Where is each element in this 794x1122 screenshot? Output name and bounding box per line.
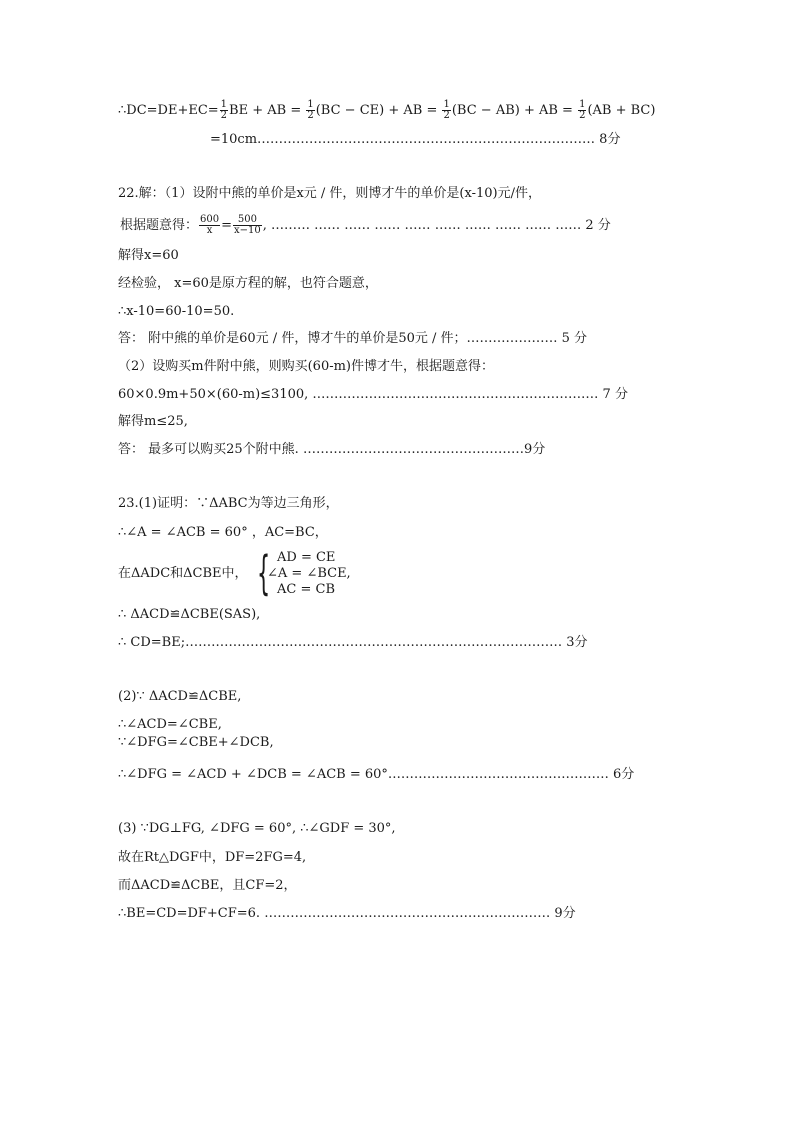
q22-line-9: 解得m≤25, [118,414,188,429]
fraction-half-2: $\frac{1}{2}$ [307,99,314,121]
q22-line-6: 答： 附中熊的单价是60元 / 件，博才牛的单价是50元 / 件；………………… 5 分 [118,331,588,346]
top-line-1 [118,100,655,121]
q22-line-7: （2）设购买m件附中熊，则购买(60-m)件博才牛，根据题意得： [118,359,495,374]
q23-line-8: ∵∠DFG=∠CBE+∠DCB, [118,735,274,750]
q23-line-4: ∴ ΔACD≌ΔCBE(SAS), [118,607,261,622]
system-row-1: AD = CE [277,550,336,565]
q23-line-6: (2)∵ ΔACD≌ΔCBE, [118,689,242,704]
system-row-2: ∠A = ∠BCE, [267,566,351,581]
q22-line-2-prefix: 根据题意得： [120,218,199,233]
top-line-1-prefix: ∴DC=DE+EC= [118,103,219,118]
q23-line-7: ∴∠ACD=∠CBE, [118,717,222,732]
q23-line-10: (3) ∵DG⊥FG, ∠DFG = 60°, ∴∠GDF = 30°, [118,821,396,836]
fraction-half-1: $\frac{1}{2}$ [220,99,228,121]
q23-line-5: ∴ CD=BE;…………………………………………………………………………… 3分 [118,635,588,650]
top-term-4: (AB + BC) [587,103,656,118]
q23-line-3: 在ΔADC和ΔCBE中， [118,566,248,581]
fraction-half-4: $\frac{1}{2}$ [579,99,586,121]
fraction-500-over-x-minus-10: $\frac{500}{x-10}$ [234,214,261,236]
q22-line-2 [120,215,611,236]
q23-line-2: ∴∠A = ∠ACB = 60° ，AC=BC， [118,525,328,540]
q23-line-11: 故在Rt△DGF中，DF=2FG=4, [118,850,307,865]
top-term-1: BE + AB = [229,103,306,118]
q22-line-1: 22.解：（1）设附中熊的单价是x元 / 件，则博才牛的单价是(x-10)元/件， [118,186,541,201]
top-line-2: =10cm…………………………………………………………………… 8分 [210,132,621,147]
q22-line-4: 经检验， x=60是原方程的解，也符合题意， [118,276,378,291]
equals-sign: = [221,218,233,233]
system-row-3: AC = CB [277,582,335,597]
fraction-half-3: $\frac{1}{2}$ [443,99,450,121]
q23-line-1: 23.(1)证明：∵ΔABC为等边三角形， [118,496,339,511]
fraction-600-over-x: $\frac{600}{x}$ [200,214,220,236]
left-brace: { [257,546,271,600]
top-term-3: (BC − AB) + AB = [451,103,578,118]
q23-line-9: ∴∠DFG = ∠ACD + ∠DCB = ∠ACB = 60°…………………………………………… 6分 [118,767,635,782]
q22-line-2-dots: , ……… …… …… …… …… …… …… …… …… …… 2 分 [262,218,611,233]
q22-line-10: 答： 最多可以购买25个附中熊. ……………………………………………9分 [118,442,546,457]
q23-line-12: 而ΔACD≌ΔCBE，且CF=2， [118,878,297,893]
q22-line-8: 60×0.9m+50×(60-m)≤3100, ………………………………………………………… 7 分 [118,387,628,402]
q22-line-5: ∴x-10=60-10=50. [118,304,235,319]
top-term-2: (BC − CE) + AB = [315,103,442,118]
q22-line-3: 解得x=60 [118,248,179,263]
q23-line-13: ∴BE=CD=DF+CF=6. ………………………………………………………… 9分 [118,906,576,921]
